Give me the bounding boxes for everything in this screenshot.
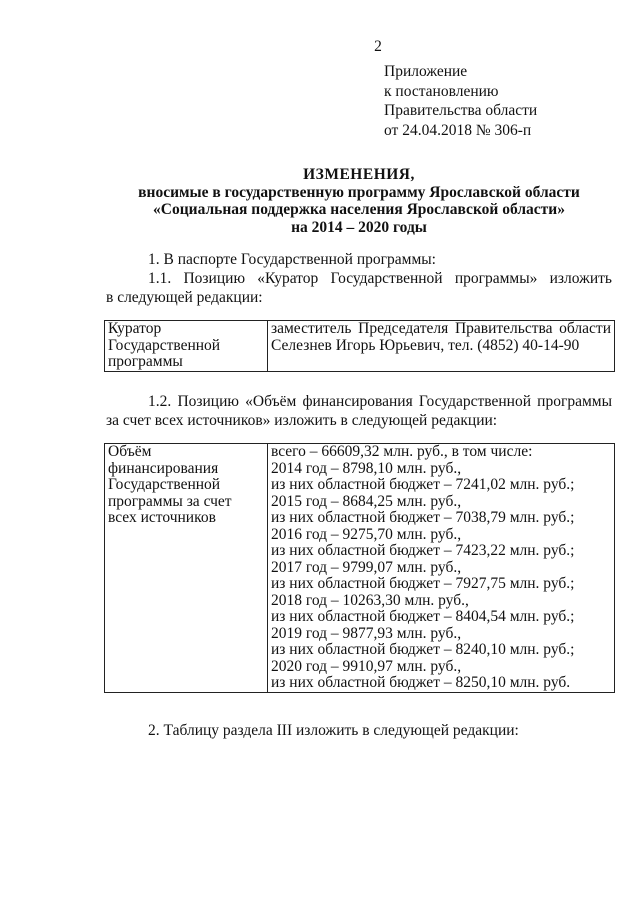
cell-line: из них областной бюджет – 8250,10 млн. руб.: [271, 674, 571, 691]
cell-line: 2014 год – 8798,10 млн. руб.,: [271, 459, 462, 477]
document-title: [106, 166, 612, 236]
cell-line: из них областной бюджет – 8240,10 млн. руб.;: [271, 641, 575, 658]
cell-line: из них областной бюджет – 7038,79 млн. руб.;: [271, 509, 575, 526]
paragraph-text: 1. В паспорте Государственной программы:: [148, 251, 436, 268]
cell-line: 2020 год – 9910,97 млн. руб.,: [271, 657, 462, 675]
appendix-line: от 24.04.2018 № 306-п: [384, 121, 532, 139]
curator-table: [104, 320, 615, 372]
cell-line: 2015 год – 8684,25 млн. руб.,: [271, 492, 462, 510]
table-row: [105, 444, 615, 693]
paragraph-text: 2. Таблицу раздела III изложить в следующей редакции:: [148, 722, 519, 739]
paragraph-text: за счет всех источников» изложить в следующей редакции:: [106, 412, 498, 429]
title-line: вносимые в государственную программу Ярославской области: [138, 183, 580, 201]
paragraph-1: [106, 250, 612, 307]
cell-line: 2018 год – 10263,30 млн. руб.,: [271, 591, 469, 609]
appendix-line: Правительства области: [384, 102, 538, 119]
paragraph-text: 1.2. Позицию «Объём финансирования Государственной программы: [148, 393, 612, 410]
paragraph-1-2: [106, 392, 612, 430]
appendix-block: [384, 62, 624, 140]
cell-line: 2019 год – 9877,93 млн. руб.,: [271, 624, 462, 642]
page-number: 2: [374, 38, 382, 55]
appendix-line: Приложение: [384, 63, 468, 80]
paragraph-text: в следующей редакции:: [106, 289, 263, 306]
cell-line: 2016 год – 9275,70 млн. руб.,: [271, 525, 462, 543]
table-row: [105, 321, 615, 372]
table-cell-value: [268, 321, 615, 372]
table-cell-label: Объём финансирования Государственной программы за счет всех источников: [105, 444, 268, 693]
title-heading: ИЗМЕНЕНИЯ,: [303, 166, 415, 183]
title-line: на 2014 – 2020 годы: [291, 218, 427, 236]
cell-line: из них областной бюджет – 7927,75 млн. руб.;: [271, 575, 575, 592]
cell-line: 2017 год – 9799,07 млн. руб.,: [271, 558, 462, 576]
cell-line: из них областной бюджет – 8404,54 млн. руб.;: [271, 608, 575, 625]
paragraph-2: [106, 721, 612, 740]
table-cell-value: [268, 444, 615, 693]
financing-table: [104, 443, 615, 693]
cell-line: Селезнев Игорь Юрьевич, тел. (4852) 40-14-90: [271, 336, 580, 354]
table-cell-label: Куратор Государственной программы: [105, 321, 268, 372]
appendix-line: к постановлению: [384, 82, 499, 100]
cell-line: всего – 66609,32 млн. руб., в том числе:: [271, 443, 533, 460]
cell-line: из них областной бюджет – 7241,02 млн. руб.;: [271, 476, 575, 493]
cell-line: из них областной бюджет – 7423,22 млн. руб.;: [271, 542, 575, 559]
cell-line: заместитель Председателя Правительства области: [271, 320, 611, 337]
title-line: «Социальная поддержка населения Ярославской области»: [153, 201, 565, 218]
paragraph-text: 1.1. Позицию «Куратор Государственной программы» изложить: [148, 270, 612, 287]
